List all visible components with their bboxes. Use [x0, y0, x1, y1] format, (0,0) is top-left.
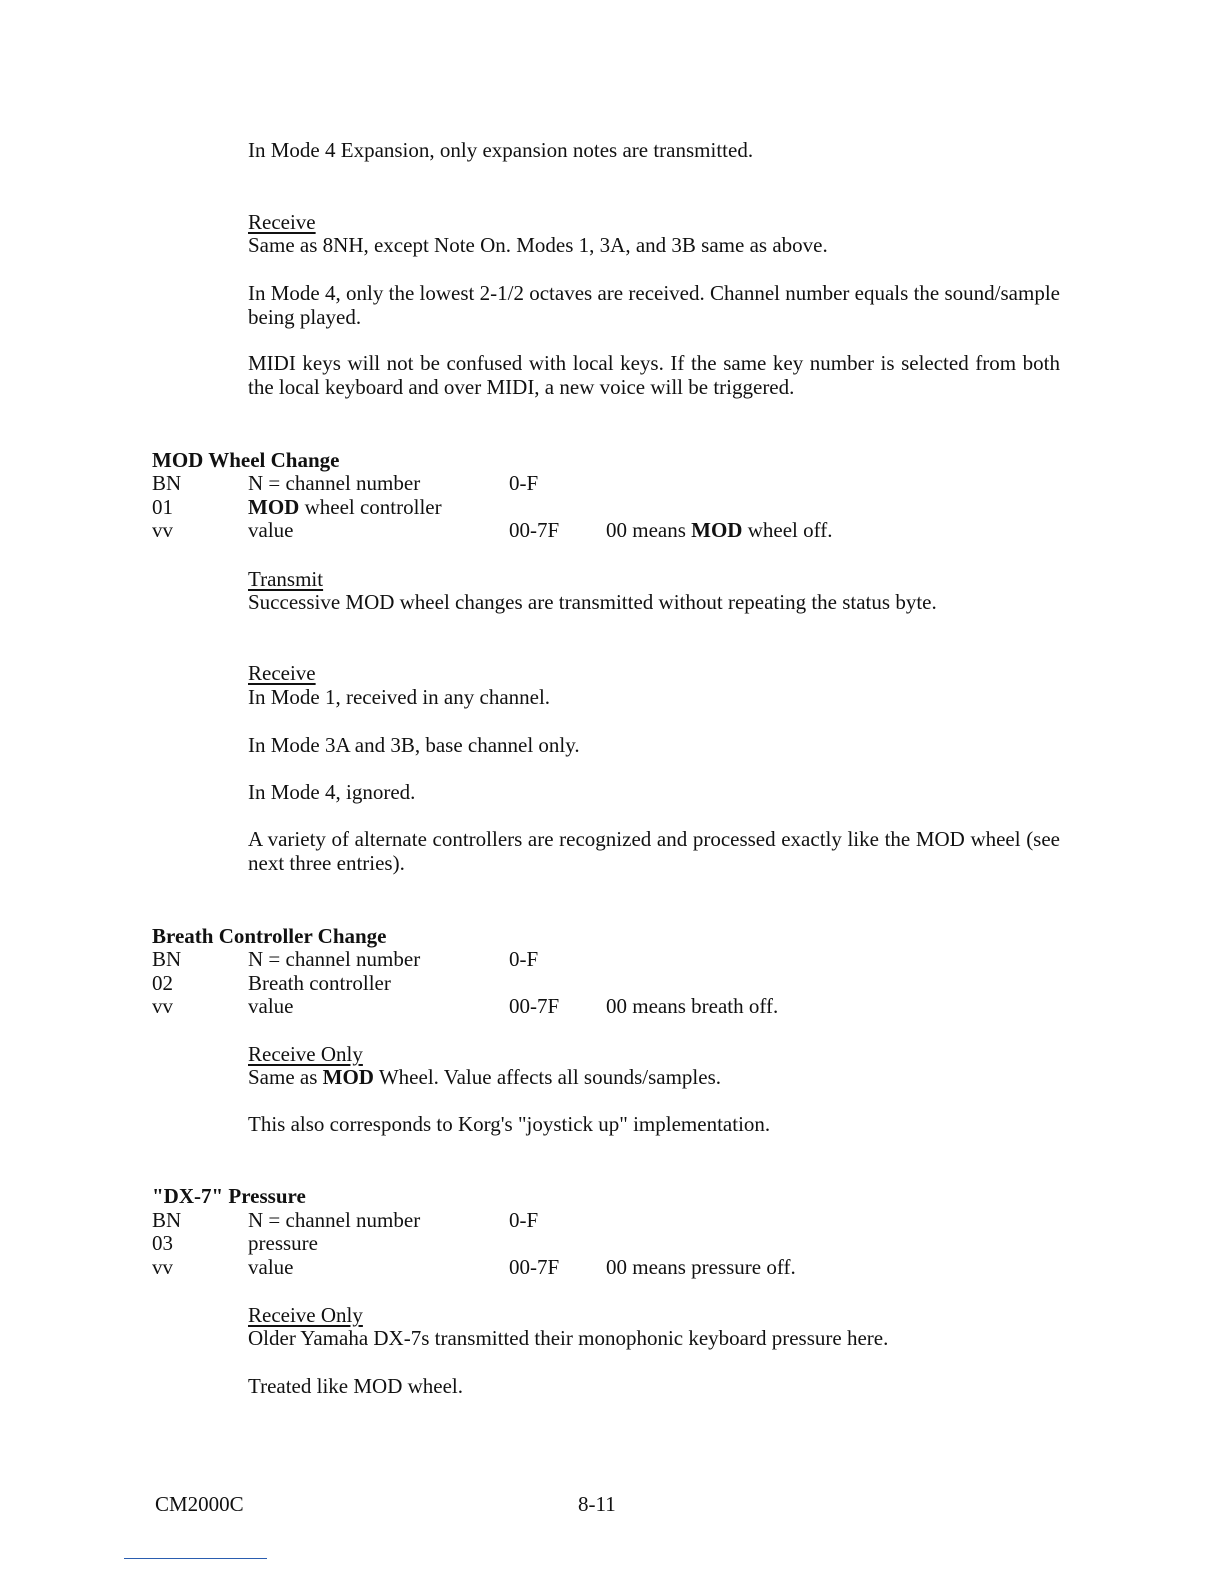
breath-row2-desc: Breath controller — [248, 971, 391, 995]
mod-transmit-text: Successive MOD wheel changes are transmitted without repeating the status byte. — [248, 590, 937, 614]
dx7-row3-range: 00-7F — [509, 1255, 560, 1279]
dx7-row2-desc: pressure — [248, 1231, 318, 1255]
receive-heading: Receive — [248, 210, 316, 234]
mod-row3-desc: value — [248, 518, 294, 542]
mod-row2-desc-rest: wheel controller — [299, 495, 442, 519]
breath-receive-2: This also corresponds to Korg's "joystick up" implementation. — [248, 1112, 771, 1136]
breath-title: Breath Controller Change — [152, 924, 387, 948]
breath-row1-code: BN — [152, 947, 182, 971]
breath-row3-code: vv — [152, 994, 173, 1018]
footer-doc-id: CM2000C — [155, 1492, 244, 1516]
dx7-row1-desc: N = channel number — [248, 1208, 421, 1232]
dx7-receive-2: Treated like MOD wheel. — [248, 1374, 464, 1398]
mod-wheel-title: MOD Wheel Change — [152, 448, 340, 472]
mod-receive-3: In Mode 4, ignored. — [248, 780, 416, 804]
breath-receive-heading: Receive Only — [248, 1042, 363, 1066]
mod-row3-code: vv — [152, 518, 173, 542]
dx7-row3-desc: value — [248, 1255, 294, 1279]
breath-row2-code: 02 — [152, 971, 173, 995]
dx7-receive-1: Older Yamaha DX-7s transmitted their monophonic keyboard pressure here. — [248, 1326, 889, 1350]
mod-row2-desc — [248, 495, 442, 519]
mod-receive-2: In Mode 3A and 3B, base channel only. — [248, 733, 580, 757]
receive-paragraph-3: MIDI keys will not be confused with local keys. If the same key number is selected from both the local keyboard and over MIDI, a new voice will be triggered. — [248, 351, 1060, 399]
mod-transmit-heading: Transmit — [248, 567, 324, 591]
mod-row3-range: 00-7F — [509, 518, 560, 542]
breath-receive-1 — [248, 1065, 1060, 1089]
mod-row2-code: 01 — [152, 495, 173, 519]
mod-receive-4: A variety of alternate controllers are recognized and processed exactly like the MOD wheel (see next three entries). — [248, 827, 1060, 875]
footer-page-number: 8-11 — [578, 1492, 616, 1516]
dx7-row3-code: vv — [152, 1255, 173, 1279]
mod-row1-desc: N = channel number — [248, 471, 421, 495]
intro-text: In Mode 4 Expansion, only expansion notes are transmitted. — [248, 138, 754, 162]
dx7-title: "DX-7" Pressure — [152, 1184, 306, 1208]
dx7-row1-range: 0-F — [509, 1208, 539, 1232]
dx7-row3-note: 00 means pressure off. — [606, 1255, 796, 1279]
breath-row3-note: 00 means breath off. — [606, 994, 779, 1018]
mod-receive-heading: Receive — [248, 661, 316, 685]
receive-paragraph-2: In Mode 4, only the lowest 2-1/2 octaves are received. Channel number equals the sound/sample being played. — [248, 281, 1060, 329]
dx7-row1-code: BN — [152, 1208, 182, 1232]
breath-row3-range: 00-7F — [509, 994, 560, 1018]
footer-divider — [124, 1558, 267, 1559]
dx7-row2-code: 03 — [152, 1231, 173, 1255]
breath-receive-1-bold: MOD — [322, 1065, 374, 1089]
mod-row1-code: BN — [152, 471, 182, 495]
breath-row1-desc: N = channel number — [248, 947, 421, 971]
mod-row3-note-bold: MOD — [691, 518, 743, 542]
receive-paragraph-1: Same as 8NH, except Note On. Modes 1, 3A, and 3B same as above. — [248, 233, 828, 257]
breath-row3-desc: value — [248, 994, 294, 1018]
mod-row3-note-pre: 00 means — [606, 518, 692, 542]
mod-row2-desc-bold: MOD — [248, 495, 300, 519]
mod-row3-note-post: wheel off. — [742, 518, 833, 542]
mod-receive-1: In Mode 1, received in any channel. — [248, 685, 551, 709]
mod-row3-note — [606, 518, 832, 542]
dx7-receive-heading: Receive Only — [248, 1303, 363, 1327]
mod-row1-range: 0-F — [509, 471, 539, 495]
breath-receive-1-pre: Same as — [248, 1065, 323, 1089]
breath-row1-range: 0-F — [509, 947, 539, 971]
breath-receive-1-post: Wheel. Value affects all sounds/samples. — [373, 1065, 721, 1089]
